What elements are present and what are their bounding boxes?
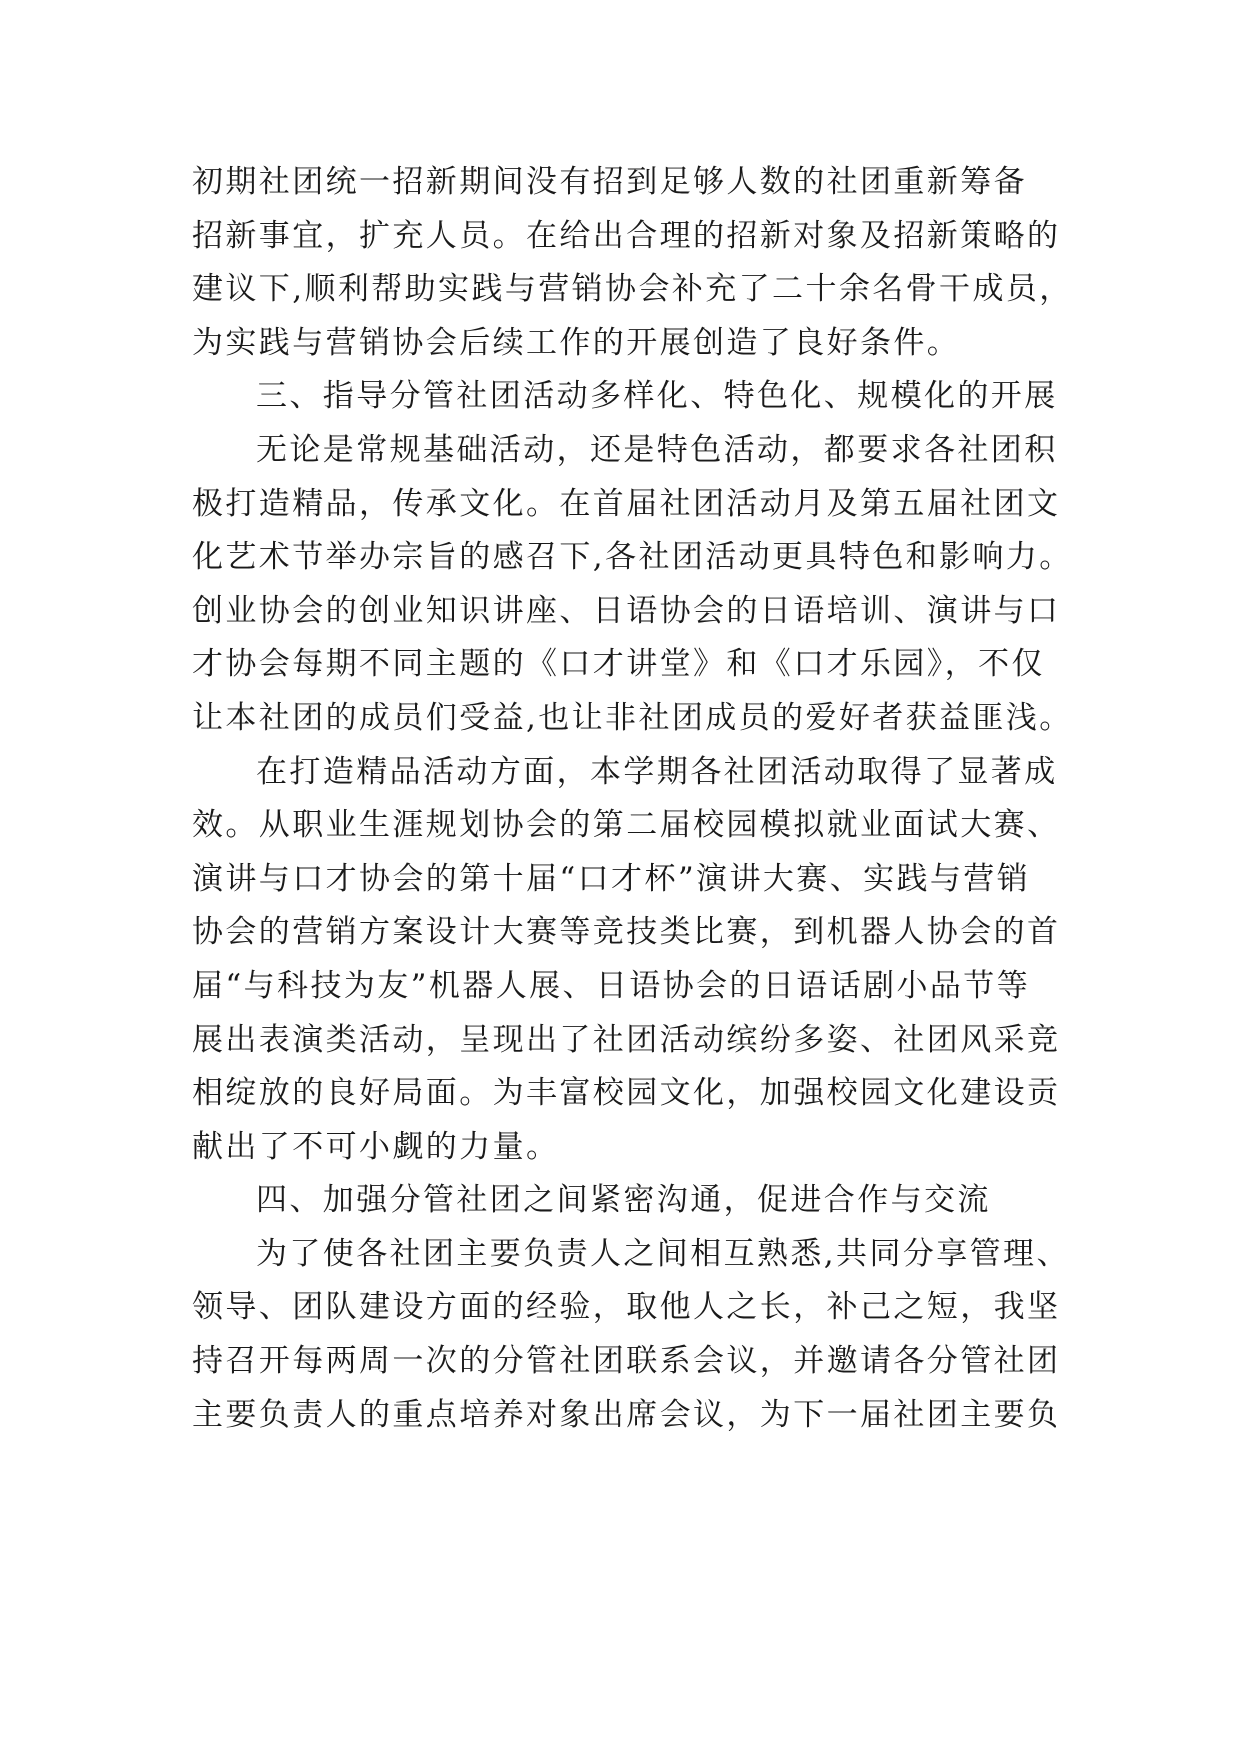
text-line: 领导、团队建设方面的经验，取他人之长，补己之短，我坚: [192, 1289, 1061, 1326]
text-line: 四、加强分管社团之间紧密沟通，促进合作与交流: [256, 1182, 991, 1219]
text-line: 为实践与营销协会后续工作的开展创造了良好条件。: [192, 324, 961, 361]
text-line: 协会的营销方案设计大赛等竞技类比赛，到机器人协会的首: [192, 914, 1061, 951]
text-line: 为了使各社团主要负责人之间相互熟悉,共同分享管理、: [256, 1235, 1070, 1272]
text-line: 相绽放的良好局面。为丰富校园文化，加强校园文化建设贡: [192, 1075, 1061, 1112]
text-line: 初期社团统一招新期间没有招到足够人数的社团重新筹备: [192, 164, 1027, 200]
text-line: 展出表演类活动，呈现出了社团活动缤纷多姿、社团风采竞: [192, 1021, 1061, 1058]
text-line: 献出了不可小觑的力量。: [192, 1128, 560, 1165]
text-line: 在打造精品活动方面，本学期各社团活动取得了显著成: [256, 753, 1058, 790]
text-line: 无论是常规基础活动，还是特色活动，都要求各社团积: [256, 431, 1058, 468]
text-line: 三、指导分管社团活动多样化、特色化、规模化的开展: [256, 378, 1058, 415]
text-line: 让本社团的成员们受益,也让非社团成员的爱好者获益匪浅。: [192, 699, 1073, 736]
body-text: [192, 156, 1072, 1442]
text-line: 极打造精品，传承文化。在首届社团活动月及第五届社团文: [192, 485, 1061, 522]
text-line: 效。从职业生涯规划协会的第二届校园模拟就业面试大赛、: [192, 807, 1061, 844]
text-line: 建议下,顺利帮助实践与营销协会补充了二十余名骨干成员，: [192, 271, 1073, 308]
text-line: 主要负责人的重点培养对象出席会议，为下一届社团主要负: [192, 1396, 1061, 1433]
text-line: 演讲与口才协会的第十届“口才杯”演讲大赛、实践与营销: [192, 860, 1031, 897]
text-line: 招新事宜，扩充人员。在给出合理的招新对象及招新策略的: [192, 217, 1061, 254]
text-line: 创业协会的创业知识讲座、日语协会的日语培训、演讲与口: [192, 592, 1061, 629]
text-line: 化艺术节举办宗旨的感召下,各社团活动更具特色和影响力。: [192, 539, 1073, 576]
text-line: 届“与科技为友”机器人展、日语协会的日语话剧小品节等: [192, 967, 1031, 1004]
text-line: 才协会每期不同主题的《口才讲堂》和《口才乐园》，不仅: [192, 646, 1045, 683]
text-line: 持召开每两周一次的分管社团联系会议，并邀请各分管社团: [192, 1343, 1061, 1380]
